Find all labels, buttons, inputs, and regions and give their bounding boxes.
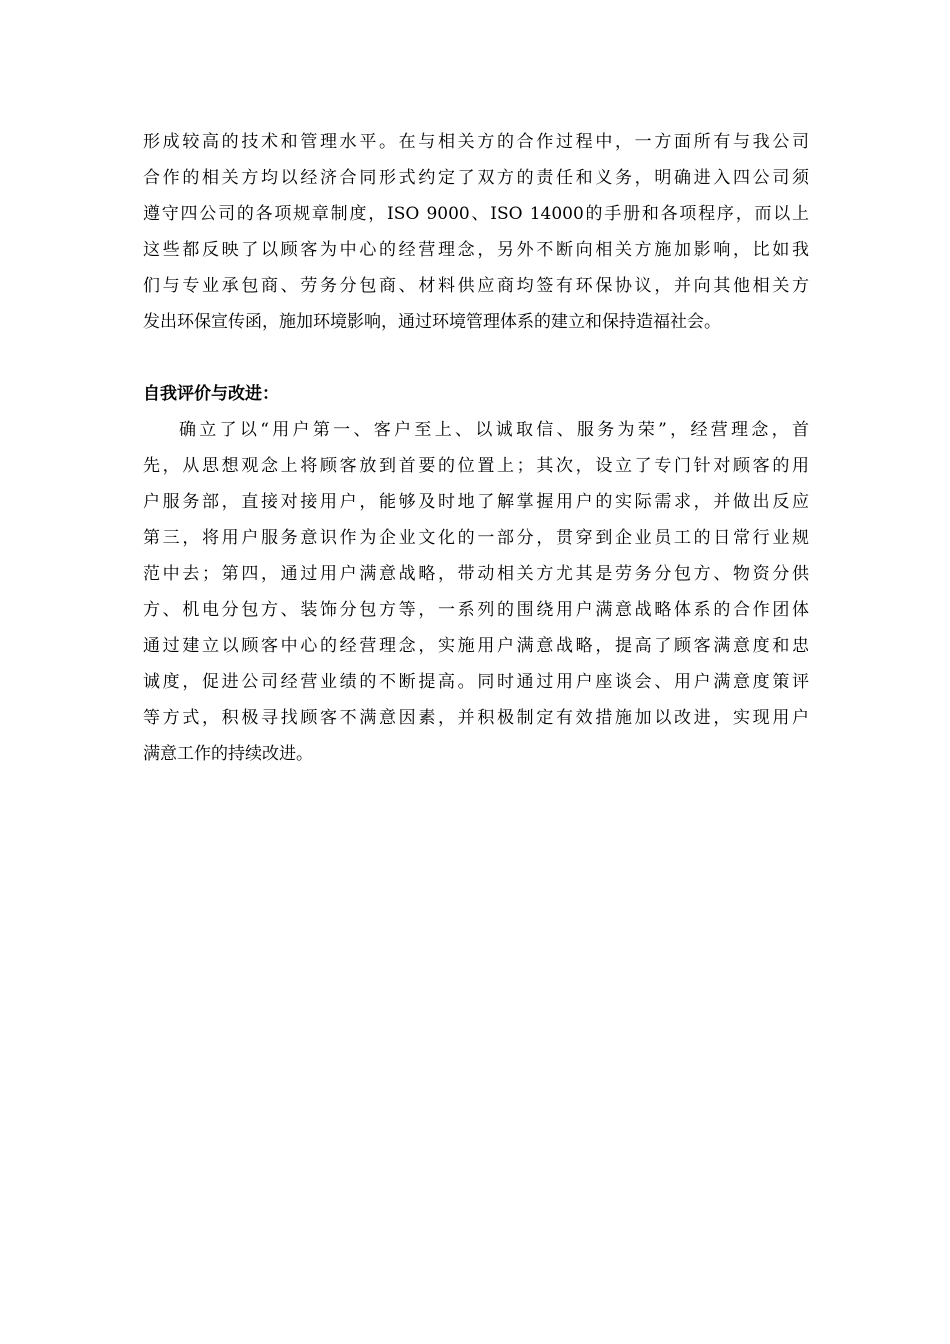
paragraph-1-line: 这些都反映了以顾客为中心的经营理念，另外不断向相关方施加影响，比如我	[143, 240, 809, 260]
paragraph-2-line: 范中去；第四，通过用户满意战略，带动相关方尤其是劳务分包方、物资分供	[143, 564, 809, 584]
paragraph-2-line: 满意工作的持续改进。	[143, 744, 313, 764]
paragraph-2-line: 确立了以“用户第一、客户至上、以诚取信、服务为荣”，经营理念，首	[179, 420, 809, 440]
document-page	[143, 124, 809, 772]
paragraph-1-line: 合作的相关方均以经济合同形式约定了双方的责任和义务，明确进入四公司须	[143, 168, 809, 188]
paragraph-2-line: 户服务部，直接对接用户，能够及时地了解掌握用户的实际需求，并做出反应	[143, 492, 809, 512]
section-self-evaluation	[143, 376, 809, 772]
section-heading: 自我评价与改进：	[143, 384, 279, 404]
paragraph-2-line: 通过建立以顾客中心的经营理念，实施用户满意战略，提高了顾客满意度和忠	[143, 636, 809, 656]
paragraph-2-line: 先，从思想观念上将顾客放到首要的位置上；其次，设立了专门针对顾客的用	[143, 456, 809, 476]
paragraph-2-line: 第三，将用户服务意识作为企业文化的一部分，贯穿到企业员工的日常行业规	[143, 528, 809, 548]
paragraph-1-line: 遵守四公司的各项规章制度，ISO 9000、ISO 14000的手册和各项程序，而以上	[143, 204, 809, 224]
paragraph-1	[143, 124, 809, 340]
paragraph-1-line: 们与专业承包商、劳务分包商、材料供应商均签有环保协议，并向其他相关方	[143, 276, 809, 296]
paragraph-2-line: 等方式，积极寻找顾客不满意因素，并积极制定有效措施加以改进，实现用户	[143, 708, 809, 728]
paragraph-gap	[143, 340, 809, 376]
paragraph-1-line: 形成较高的技术和管理水平。在与相关方的合作过程中，一方面所有与我公司	[143, 132, 809, 152]
paragraph-2-line: 诚度，促进公司经营业绩的不断提高。同时通过用户座谈会、用户满意度策评	[143, 672, 809, 692]
paragraph-2-line: 方、机电分包方、装饰分包方等，一系列的围绕用户满意战略体系的合作团体	[143, 600, 809, 620]
paragraph-1-line: 发出环保宣传函，施加环境影响，通过环境管理体系的建立和保持造福社会。	[143, 312, 721, 332]
